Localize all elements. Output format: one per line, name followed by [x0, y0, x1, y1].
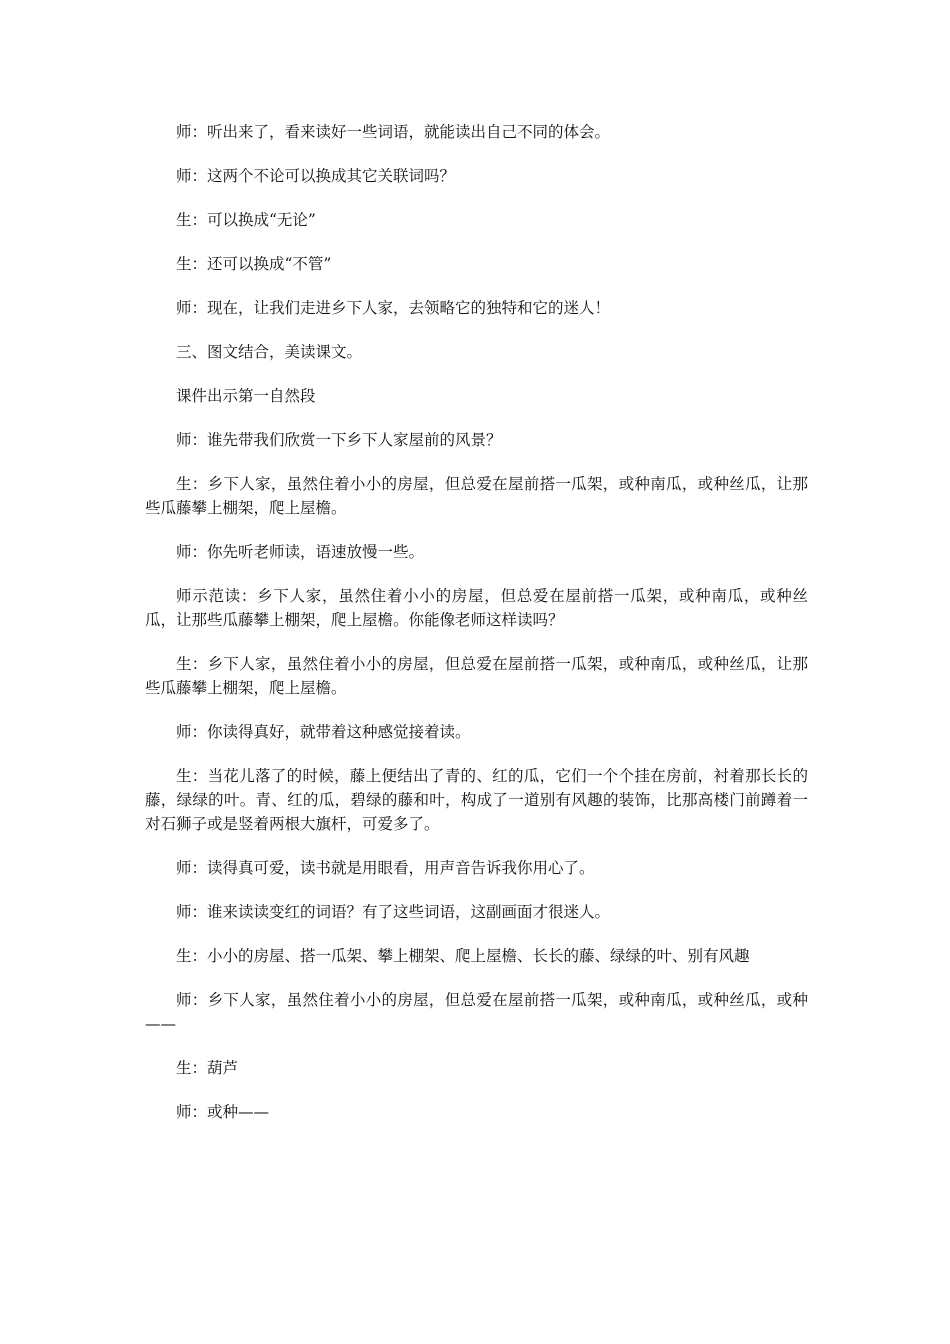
paragraph-teacher-question: 师：这两个不论可以换成其它关联词吗？	[176, 167, 456, 185]
paragraph-student-answer: 生：还可以换成“不管”	[176, 255, 332, 273]
paragraph-student-reading: 生：乡下人家，虽然住着小小的房屋，但总爱在屋前搭一瓜架，或种南瓜，或种丝瓜，让那些瓜藤攀上棚架，爬上屋檐。	[145, 655, 808, 697]
paragraph-student-reading: 生：当花儿落了的时候，藤上便结出了青的、红的瓜，它们一个个挂在房前，衬着那长长的藤，绿绿的叶。青、红的瓜，碧绿的藤和叶，构成了一道别有风趣的装饰，比那高楼门前蹲着一对石狮子或是竖着两根大旗杆，可爱多了。	[145, 767, 808, 833]
paragraph-teacher-intro: 师：现在，让我们走进乡下人家，去领略它的独特和它的迷人！	[176, 299, 611, 317]
paragraph-student-answer: 生：小小的房屋、搭一瓜架、攀上棚架、爬上屋檐、长长的藤、绿绿的叶、别有风趣	[176, 947, 750, 965]
paragraph-teacher-praise: 师：你读得真好，就带着这种感觉接着读。	[176, 723, 471, 741]
document-page	[145, 120, 808, 1144]
paragraph-student-answer: 生：葫芦	[176, 1059, 239, 1077]
paragraph-teacher-prompt: 师：或种——	[176, 1103, 270, 1121]
paragraph-courseware-note: 课件出示第一自然段	[176, 387, 316, 405]
paragraph-student-reading: 生：乡下人家，虽然住着小小的房屋，但总爱在屋前搭一瓜架，或种南瓜，或种丝瓜，让那些瓜藤攀上棚架，爬上屋檐。	[145, 475, 808, 517]
paragraph-teacher-question: 师：谁来读读变红的词语？有了这些词语，这副画面才很迷人。	[176, 903, 611, 921]
paragraph-teacher-question: 师：谁先带我们欣赏一下乡下人家屋前的风景？	[176, 431, 502, 449]
paragraph-teacher-prompt: 师：乡下人家，虽然住着小小的房屋，但总爱在屋前搭一瓜架，或种南瓜，或种丝瓜，或种——	[145, 991, 808, 1033]
paragraph-teacher-demo-reading: 师示范读：乡下人家，虽然住着小小的房屋，但总爱在屋前搭一瓜架，或种南瓜，或种丝瓜，让那些瓜藤攀上棚架，爬上屋檐。你能像老师这样读吗？	[145, 587, 808, 629]
paragraph-teacher-comment: 师：听出来了，看来读好一些词语，就能读出自己不同的体会。	[176, 123, 611, 141]
paragraph-teacher-instruction: 师：你先听老师读，语速放慢一些。	[176, 543, 425, 561]
paragraph-student-answer: 生：可以换成“无论”	[176, 211, 316, 229]
paragraph-teacher-praise: 师：读得真可爱，读书就是用眼看，用声音告诉我你用心了。	[176, 859, 595, 877]
section-heading: 三、图文结合，美读课文。	[176, 343, 363, 361]
